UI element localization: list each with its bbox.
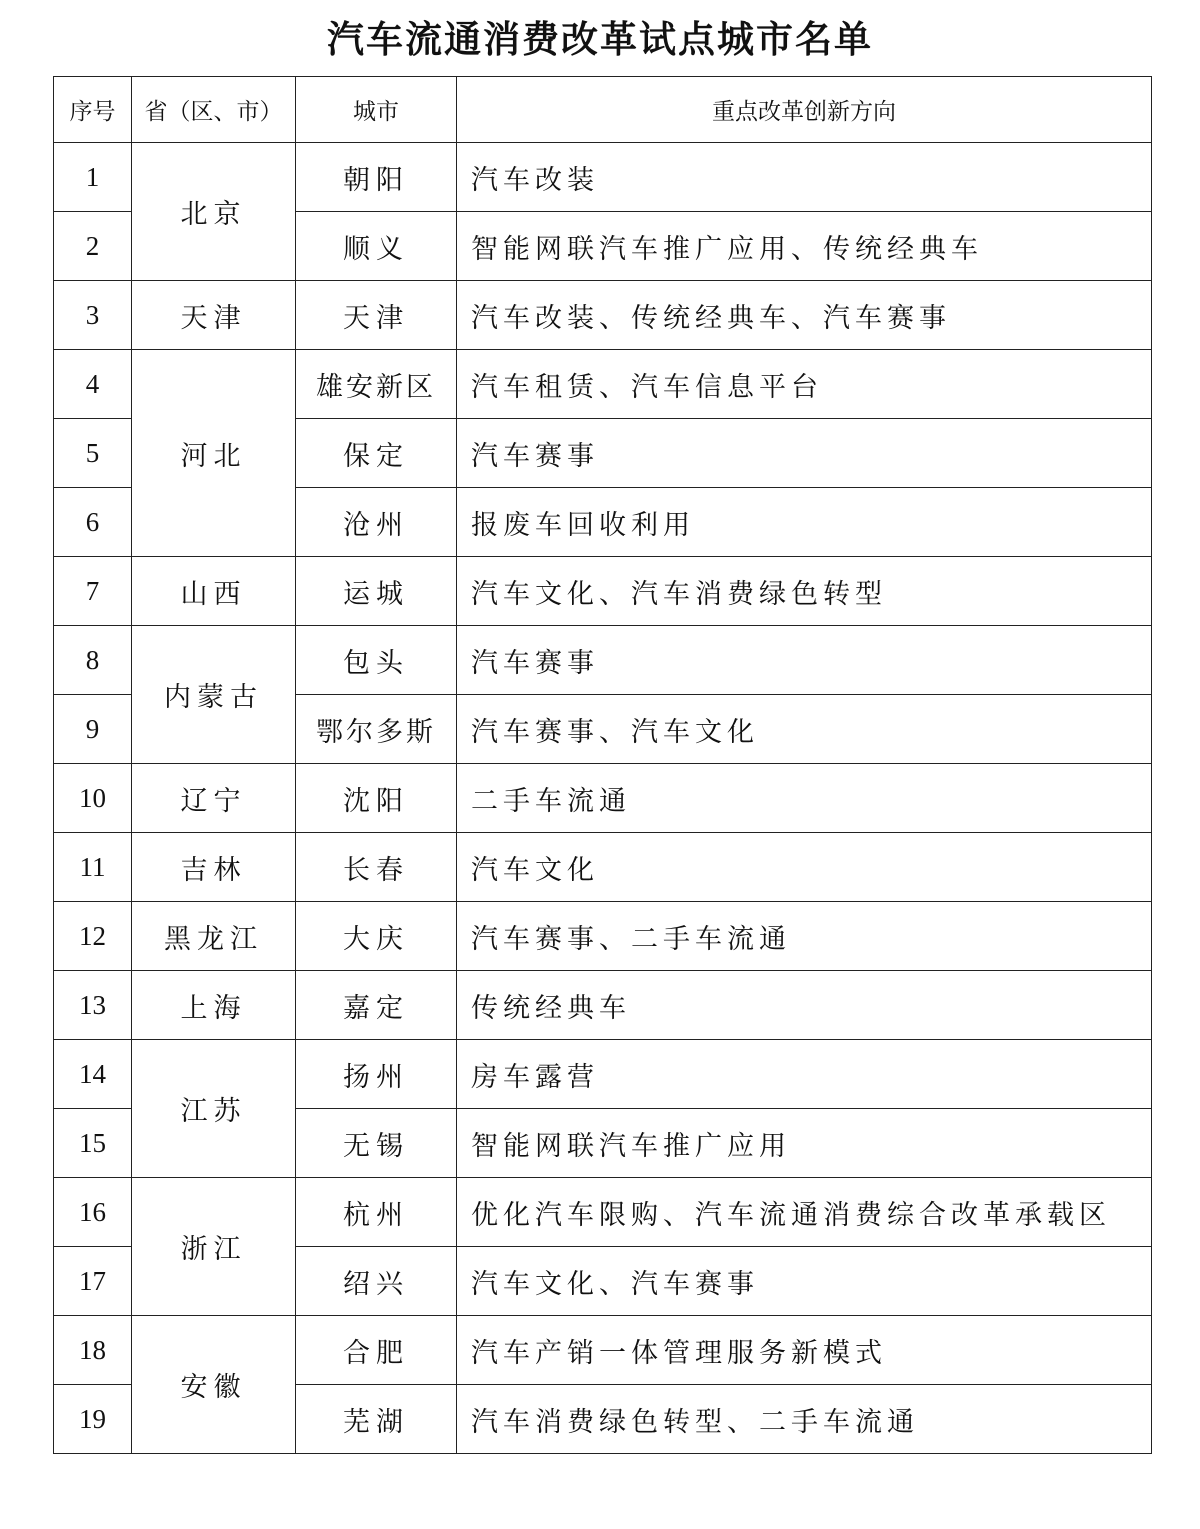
table-row [54, 143, 1152, 212]
reform-direction-cell: 传统经典车 [457, 971, 1152, 1040]
reform-direction-cell: 汽车产销一体管理服务新模式 [457, 1316, 1152, 1385]
document-title: 汽车流通消费改革试点城市名单 [327, 17, 873, 61]
reform-direction-cell: 汽车赛事、二手车流通 [457, 902, 1152, 971]
table-row [54, 1316, 1152, 1385]
reform-direction-cell: 汽车改装 [457, 143, 1152, 212]
serial-no-cell: 4 [54, 350, 132, 419]
serial-no-cell: 18 [54, 1316, 132, 1385]
serial-no-cell: 6 [54, 488, 132, 557]
city-cell: 长春 [296, 833, 457, 902]
serial-no-cell: 12 [54, 902, 132, 971]
serial-no-cell: 1 [54, 143, 132, 212]
serial-no-cell: 13 [54, 971, 132, 1040]
city-cell: 雄安新区 [296, 350, 457, 419]
reform-direction-cell: 房车露营 [457, 1040, 1152, 1109]
serial-no-cell: 17 [54, 1247, 132, 1316]
table-row [54, 902, 1152, 971]
serial-no-cell: 8 [54, 626, 132, 695]
city-cell: 嘉定 [296, 971, 457, 1040]
province-cell: 河北 [132, 350, 296, 557]
table-row [54, 833, 1152, 902]
reform-direction-cell: 汽车改装、传统经典车、汽车赛事 [457, 281, 1152, 350]
city-cell: 绍兴 [296, 1247, 457, 1316]
header-serial-no: 序号 [54, 77, 132, 143]
city-cell: 大庆 [296, 902, 457, 971]
reform-direction-cell: 汽车文化、汽车消费绿色转型 [457, 557, 1152, 626]
serial-no-cell: 9 [54, 695, 132, 764]
header-reform-direction: 重点改革创新方向 [457, 77, 1152, 143]
city-cell: 杭州 [296, 1178, 457, 1247]
reform-direction-cell: 汽车赛事、汽车文化 [457, 695, 1152, 764]
province-cell: 吉林 [132, 833, 296, 902]
reform-direction-cell: 汽车消费绿色转型、二手车流通 [457, 1385, 1152, 1454]
reform-direction-cell: 汽车赛事 [457, 626, 1152, 695]
city-cell: 运城 [296, 557, 457, 626]
province-cell: 北京 [132, 143, 296, 281]
reform-direction-cell: 智能网联汽车推广应用 [457, 1109, 1152, 1178]
reform-direction-cell: 汽车租赁、汽车信息平台 [457, 350, 1152, 419]
city-cell: 沈阳 [296, 764, 457, 833]
reform-direction-cell: 汽车赛事 [457, 419, 1152, 488]
city-cell: 顺义 [296, 212, 457, 281]
serial-no-cell: 2 [54, 212, 132, 281]
table-row [54, 1178, 1152, 1247]
serial-no-cell: 19 [54, 1385, 132, 1454]
pilot-city-table [53, 76, 1152, 1454]
city-cell: 芜湖 [296, 1385, 457, 1454]
province-cell: 黑龙江 [132, 902, 296, 971]
city-cell: 合肥 [296, 1316, 457, 1385]
province-cell: 内蒙古 [132, 626, 296, 764]
reform-direction-cell: 汽车文化 [457, 833, 1152, 902]
serial-no-cell: 11 [54, 833, 132, 902]
table-row [54, 281, 1152, 350]
province-cell: 天津 [132, 281, 296, 350]
province-cell: 安徽 [132, 1316, 296, 1454]
table-row [54, 764, 1152, 833]
serial-no-cell: 7 [54, 557, 132, 626]
reform-direction-cell: 优化汽车限购、汽车流通消费综合改革承载区 [457, 1178, 1152, 1247]
city-cell: 天津 [296, 281, 457, 350]
city-cell: 扬州 [296, 1040, 457, 1109]
reform-direction-cell: 二手车流通 [457, 764, 1152, 833]
reform-direction-cell: 智能网联汽车推广应用、传统经典车 [457, 212, 1152, 281]
serial-no-cell: 10 [54, 764, 132, 833]
city-cell: 鄂尔多斯 [296, 695, 457, 764]
header-province: 省（区、市） [132, 77, 296, 143]
city-cell: 朝阳 [296, 143, 457, 212]
reform-direction-cell: 汽车文化、汽车赛事 [457, 1247, 1152, 1316]
table-row [54, 626, 1152, 695]
table-row [54, 350, 1152, 419]
table-row [54, 557, 1152, 626]
province-cell: 浙江 [132, 1178, 296, 1316]
serial-no-cell: 14 [54, 1040, 132, 1109]
province-cell: 江苏 [132, 1040, 296, 1178]
serial-no-cell: 3 [54, 281, 132, 350]
table-row [54, 1040, 1152, 1109]
province-cell: 上海 [132, 971, 296, 1040]
province-cell: 辽宁 [132, 764, 296, 833]
province-cell: 山西 [132, 557, 296, 626]
table-header-row [54, 77, 1152, 143]
table-body [54, 143, 1152, 1454]
city-cell: 无锡 [296, 1109, 457, 1178]
city-cell: 包头 [296, 626, 457, 695]
city-cell: 沧州 [296, 488, 457, 557]
reform-direction-cell: 报废车回收利用 [457, 488, 1152, 557]
serial-no-cell: 15 [54, 1109, 132, 1178]
serial-no-cell: 5 [54, 419, 132, 488]
header-city: 城市 [296, 77, 457, 143]
city-cell: 保定 [296, 419, 457, 488]
serial-no-cell: 16 [54, 1178, 132, 1247]
table-row [54, 971, 1152, 1040]
